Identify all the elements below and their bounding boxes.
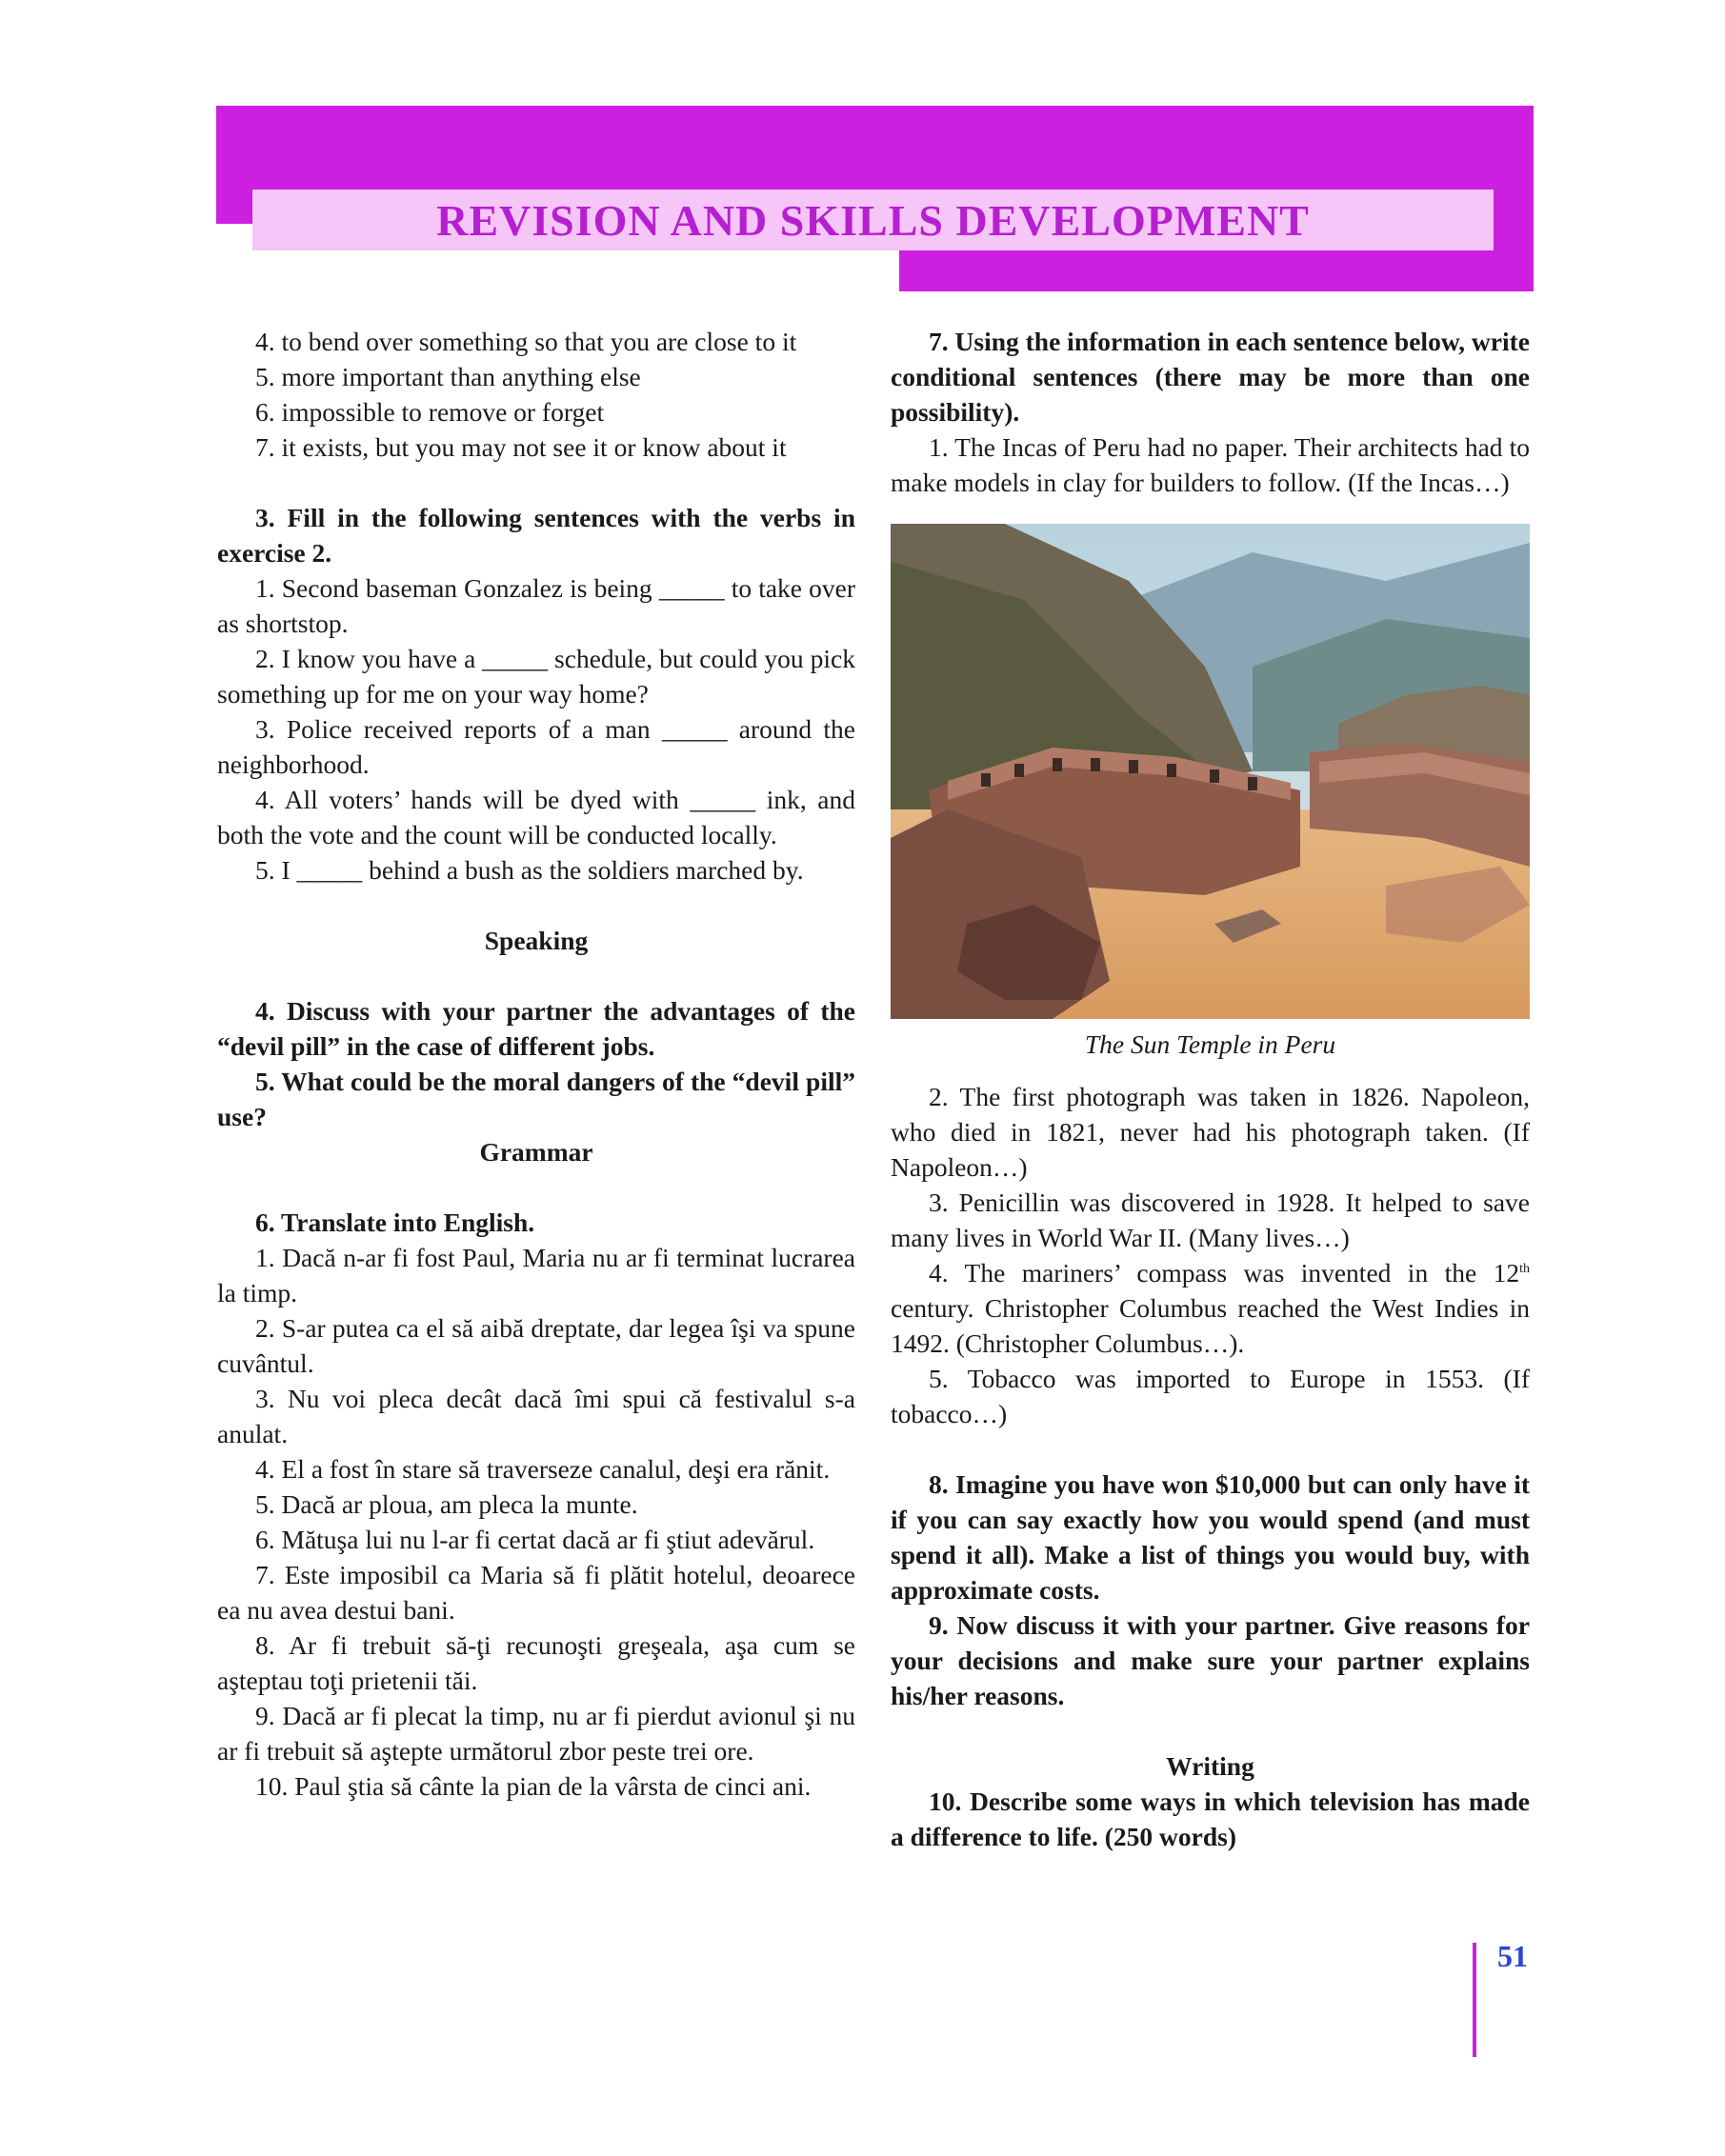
exercise-6-item: 3. Nu voi pleca decât dacă îmi spui că festivalul s-a anulat. — [217, 1384, 855, 1448]
exercise-3-item: 3. Police received reports of a man _____ around the neighborhood. — [217, 714, 855, 779]
exercise-7-item — [891, 1255, 1530, 1361]
sun-temple-photo — [891, 524, 1530, 1019]
page-title: REVISION AND SKILLS DEVELOPMENT — [436, 195, 1310, 245]
exercise-6-heading: 6. Translate into English. — [255, 1208, 535, 1237]
spacer — [891, 1062, 1530, 1079]
spacer — [217, 465, 855, 500]
exercise-3-item: 1. Second baseman Gonzalez is being _____ to take over as shortstop. — [217, 573, 855, 638]
ordinal-suffix: th — [1519, 1261, 1530, 1276]
exercise-8: 8. Imagine you have won $10,000 but can only have it if you can say exactly how you would spend (and must spend it all). Make a list of things you would buy, with approximate costs. — [891, 1469, 1530, 1605]
exercise-6-item: 2. S-ar putea ca el să aibă dreptate, dar legea îşi va spune cuvântul. — [217, 1313, 855, 1378]
spacer — [217, 958, 855, 993]
exercise-6-item: 1. Dacă n-ar fi fost Paul, Maria nu ar fi terminat lucrarea la timp. — [217, 1243, 855, 1308]
exercise-9: 9. Now discuss it with your partner. Give reasons for your decisions and make sure your partner explains his/her reasons. — [891, 1610, 1530, 1710]
spacer — [217, 888, 855, 923]
exercise-7-item-part: century. Christopher Columbus reached the West Indies in 1492. (Christopher Columbus…). — [891, 1293, 1530, 1358]
left-column — [217, 324, 855, 1804]
exercise-6-item: 10. Paul ştia să cânte la pian de la vârsta de cinci ani. — [255, 1771, 812, 1801]
exercise-7-item: 1. The Incas of Peru had no paper. Their architects had to make models in clay for builders to follow. (If the Incas…) — [891, 432, 1530, 497]
exercise-7-item: 2. The first photograph was taken in 1826. Napoleon, who died in 1821, never had his photograph taken. (If Napoleon…) — [891, 1082, 1530, 1182]
page-number: 51 — [1497, 1939, 1528, 1973]
exercise-6-item: 7. Este imposibil ca Maria să fi plătit hotelul, deoarece ea nu avea destui bani. — [217, 1560, 855, 1625]
exercise-6-item: 8. Ar fi trebuit să-ţi recunoşti greşeala, aşa cum se aşteptau toţi prietenii tăi. — [217, 1630, 855, 1695]
spacer — [891, 1431, 1530, 1467]
exercise-6-item: 6. Mătuşa lui nu l-ar fi certat dacă ar fi ştiut adevărul. — [255, 1525, 815, 1554]
exercise-6-item: 4. El a fost în stare să traverseze canalul, deşi era rănit. — [255, 1454, 831, 1484]
exercise-6-item: 9. Dacă ar fi plecat la timp, nu ar fi pierdut avionul şi nu ar fi trebuit să aştepte următorul zbor peste trei ore. — [217, 1701, 855, 1766]
definition-item: 7. it exists, but you may not see it or know about it — [255, 432, 787, 462]
definition-item: 6. impossible to remove or forget — [255, 397, 605, 427]
right-column — [891, 324, 1530, 1854]
exercise-7-item: 3. Penicillin was discovered in 1928. It helped to save many lives in World War II. (Many lives…) — [891, 1188, 1530, 1252]
speaking-heading: Speaking — [484, 926, 589, 955]
photo-caption: The Sun Temple in Peru — [1084, 1029, 1336, 1059]
exercise-10: 10. Describe some ways in which television has made a difference to life. (250 words) — [891, 1787, 1530, 1851]
definition-item: 5. more important than anything else — [255, 362, 641, 391]
exercise-7-item-part: 4. The mariners’ compass was invented in the 12 — [929, 1258, 1520, 1288]
page-number-rule — [1473, 1943, 1476, 2057]
exercise-5: 5. What could be the moral dangers of the “devil pill” use? — [217, 1067, 855, 1131]
spacer — [217, 1169, 855, 1205]
exercise-7-item: 5. Tobacco was imported to Europe in 1553. (If tobacco…) — [891, 1364, 1530, 1428]
exercise-4: 4. Discuss with your partner the advantages of the “devil pill” in the case of different jobs. — [217, 996, 855, 1061]
writing-heading: Writing — [1166, 1751, 1254, 1781]
exercise-6-item: 5. Dacă ar ploua, am pleca la munte. — [255, 1489, 638, 1519]
exercise-3-heading: 3. Fill in the following sentences with the verbs in exercise 2. — [217, 503, 855, 568]
grammar-heading: Grammar — [479, 1137, 593, 1167]
exercise-7-heading: 7. Using the information in each sentence below, write conditional sentences (there may be more than one possibility). — [891, 327, 1530, 427]
spacer — [891, 1713, 1530, 1748]
exercise-3-item: 5. I _____ behind a bush as the soldiers marched by. — [255, 855, 804, 885]
exercise-3-item: 2. I know you have a _____ schedule, but could you pick something up for me on your way home? — [217, 644, 855, 709]
exercise-3-item: 4. All voters’ hands will be dyed with _____ ink, and both the vote and the count will be conducted locally. — [217, 785, 855, 849]
definition-item: 4. to bend over something so that you are close to it — [255, 327, 797, 356]
title-box — [252, 190, 1494, 250]
